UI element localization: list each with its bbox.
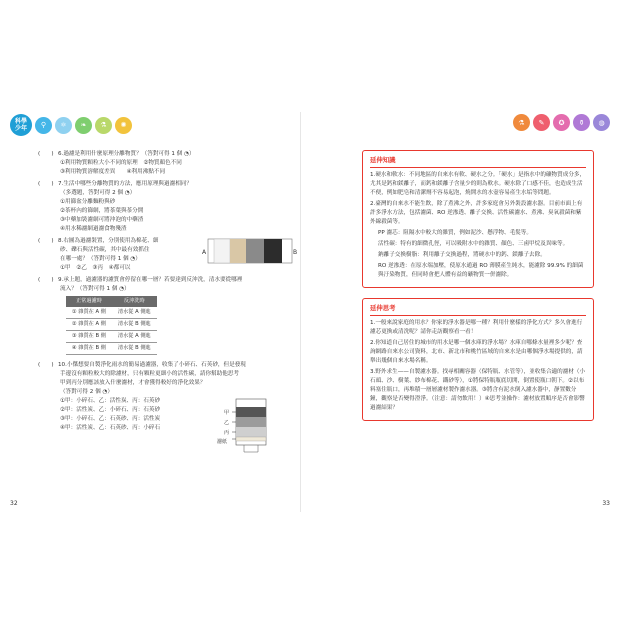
science-logo bbox=[10, 114, 32, 136]
right-content-column bbox=[362, 150, 594, 421]
layer-label: 乙 bbox=[224, 420, 230, 426]
paragraph: 1.硬水和軟水：不同地區的自來水有軟、硬水之分。「硬水」是指水中的礦物質成分多，尤其是鈣和鎂離子，而鈣和鎂離子含量少的則為軟水。硬水除了口感不佳，也造成生活不便，例如肥皂和清潔劑不容易起泡，燒開水的水壺容易產生水垢等問題。 bbox=[370, 172, 586, 196]
option-line: ④用水稀濾網過濾食物殘渣 bbox=[60, 226, 127, 232]
answer-blank[interactable]: ( ) bbox=[38, 277, 54, 283]
table-row bbox=[66, 319, 157, 331]
table-row bbox=[66, 331, 157, 343]
layer-label: 甲 bbox=[224, 410, 230, 416]
flask-icon: ⚗ bbox=[513, 114, 530, 131]
answer-blank[interactable]: ( ) bbox=[38, 238, 54, 244]
question-9 bbox=[38, 276, 300, 355]
option-line: ④甲：活性炭、乙：石英砂、丙：小碎石 bbox=[60, 425, 161, 431]
option-line: ①用篩盆分離麵粉與砂 bbox=[60, 199, 116, 205]
beaker-icon: ⚱ bbox=[573, 114, 590, 131]
diy-filter-bottle-figure bbox=[214, 397, 276, 455]
answer-blank[interactable]: ( ) bbox=[38, 181, 54, 187]
paragraph: 活性碳：特有的細微孔徑，可以吸附水中的雜質、顏色、三鹵甲烷及異味等。 bbox=[378, 241, 569, 247]
answer-table bbox=[66, 296, 157, 355]
paragraph: RO 逆滲透：在原水端加壓，使原水通過 RO 薄膜產生純水，能濾除 99.9% 的細菌與汙染物質，但同時會把人體有益的礦物質一併濾除。 bbox=[378, 263, 584, 278]
answer-blank[interactable]: ( ) bbox=[38, 151, 54, 157]
page-number-right: 33 bbox=[602, 500, 610, 507]
layer-label: 丙 bbox=[224, 430, 230, 436]
question-text: 砂、礫石與活性碳，其中最有效抓住 bbox=[60, 247, 150, 253]
table-header: 正常過濾時 bbox=[66, 296, 112, 307]
question-text: 甲到丙分別應該放入什麼濾材，才會獲得較好的淨化效果？ bbox=[60, 380, 206, 386]
option-line: ①利用物質顆粒大小不同的原理 ②物質顏色不同 bbox=[60, 160, 182, 166]
flask-icon: ⚗ bbox=[95, 117, 112, 134]
extended-thinking-box bbox=[362, 298, 594, 421]
table-cell: ② 雜質在 A 側 bbox=[66, 319, 112, 331]
book-spread bbox=[10, 108, 610, 518]
question-text: 10.小傑想要自製淨化雨水的簡易過濾器，收集了小碎石、石英砂，但是發現 bbox=[58, 362, 246, 368]
leaf-icon: ❧ bbox=[75, 117, 92, 134]
magnet-icon: ⚲ bbox=[35, 117, 52, 134]
table-cell: 清水從 B 側進 bbox=[112, 343, 157, 355]
question-text: 6.過濾是利用什麼原理分離物質？（答對可得 1 個 ◔） bbox=[58, 151, 195, 157]
table-cell: ④ 雜質在 B 側 bbox=[66, 343, 112, 355]
table-row bbox=[66, 307, 157, 319]
question-text: 在哪一處？（答對可得 1 個 ◔） bbox=[60, 256, 141, 262]
title-divider bbox=[370, 167, 586, 168]
layer-label: 濾紙 bbox=[217, 439, 228, 445]
table-cell: 清水從 A 側進 bbox=[112, 331, 157, 343]
left-question-column bbox=[38, 150, 300, 445]
question-8 bbox=[38, 237, 300, 273]
table-cell: 清水從 A 側進 bbox=[112, 307, 157, 319]
planet-icon: ◍ bbox=[593, 114, 610, 131]
left-page bbox=[10, 108, 310, 518]
book-gutter bbox=[300, 112, 301, 512]
table-row bbox=[66, 343, 157, 355]
paragraph: 2.你知道自己居住的城市的用水是哪一個水庫的淨水場？水庫自哪條水量裡多少呢？查詢網路自來水公司資料，北市、新北市和桃竹區域的自來水是由哪個淨水場提供的，請舉出幾個自來水場名稱。 bbox=[370, 340, 583, 364]
answer-blank[interactable]: ( ) bbox=[38, 362, 54, 368]
page-number-left: 32 bbox=[10, 500, 18, 507]
wrench-icon: ✎ bbox=[533, 114, 550, 131]
option-line: ③甲：小碎石、乙：石英砂、丙：活性炭 bbox=[60, 416, 161, 422]
right-header-badges bbox=[513, 114, 610, 131]
filter-side-b: B bbox=[293, 249, 298, 256]
section-title: 延伸思考 bbox=[370, 304, 396, 312]
table-cell: ① 雜質在 A 側 bbox=[66, 307, 112, 319]
left-header-badges bbox=[10, 114, 132, 136]
option-line: ②茶杯內的篩網，將茶葉與茶分開 bbox=[60, 208, 144, 214]
paragraph: 3.野外求生——自製濾水器。找尋相關容器（保特瓶、水管等），並收集合適的濾材（小石頭、沙、樹葉、紗布棉花、鐵砂等），①將保特瓶瓶底切開，倒置使瓶口朝下。②以布料塞住瓶口，再堆積一層層濾材製作濾水器。③將含有泥水倒入濾水器中，靜置數分鐘，觀察是否變得澄淨。（注意：請勿飲用！）④思考並操作：濾材放置順序是否會影響過濾結果？ bbox=[370, 369, 586, 411]
question-text: 流入？（答對可得 1 個 ◔） bbox=[60, 286, 130, 292]
question-text: 手邊沒有顆粒較大的除濾材，只有顆粒更細小的活性碳，請你幫助他思考 bbox=[60, 371, 240, 377]
question-10 bbox=[38, 361, 300, 445]
option-line: ①甲：小碎石、乙：活性炭、丙：石英砂 bbox=[60, 398, 161, 404]
table-cell: ③ 雜質在 B 側 bbox=[66, 331, 112, 343]
option-line: ③中藥加裝濾網可將沖泡的中藥渣 bbox=[60, 217, 144, 223]
question-text: 7.生活中哪些分離物質的方法，應用原理與過濾相同？ bbox=[58, 181, 192, 187]
option-line: ③利用物質溶解度差異 ④利用沸點不同 bbox=[60, 169, 166, 175]
question-7 bbox=[38, 180, 300, 234]
paragraph: PP 濾芯：阻隔水中較大的雜質，例如泥沙、懸浮物、毛髮等。 bbox=[378, 230, 532, 236]
section-title: 延伸知識 bbox=[370, 156, 396, 164]
compass-icon: ✪ bbox=[553, 114, 570, 131]
extended-knowledge-box bbox=[362, 150, 594, 288]
question-note: （答對可得 2 個 ◔） bbox=[60, 389, 113, 395]
filter-layers-figure bbox=[200, 233, 300, 271]
question-text: 8.右圖為過濾裝置，分別使用為棉花、細 bbox=[58, 238, 159, 244]
paragraph: 2.臺灣的自來水不能生飲，除了煮沸之外，許多家庭會另外裝設濾水器。目前市面上有許多淨水方法，包括濾菌、RO 逆滲透、離子交換、活性碳濾水、煮沸、臭氧殺菌和紫外線殺菌等。 bbox=[370, 201, 583, 225]
filter-side-a: A bbox=[202, 249, 207, 256]
option-line: ①甲 ②乙 ③丙 ④都可以 bbox=[60, 265, 131, 271]
option-line: ②甲：活性炭、乙：小碎石、丙：石英砂 bbox=[60, 407, 161, 413]
question-6 bbox=[38, 150, 300, 177]
question-note: （多選題，答對可得 2 個 ◔） bbox=[60, 190, 136, 196]
paragraph: 1.一般來說家庭的用水？你家的淨水器是哪一種？利用什麼樣的淨化方式？多久會進行濾芯更換或清洗呢？請你走訪觀察看一看！ bbox=[370, 320, 583, 335]
question-text: 9.承上題，過濾器的濾質會停留在哪一層？若要達到反沖洗，清水要從哪裡 bbox=[58, 277, 243, 283]
bulb-icon: ✺ bbox=[115, 117, 132, 134]
atom-icon: ⚛ bbox=[55, 117, 72, 134]
table-cell: 清水從 B 側進 bbox=[112, 319, 157, 331]
logo-text: 科學 少年 bbox=[14, 118, 27, 132]
table-header: 反沖洗時 bbox=[112, 296, 157, 307]
paragraph: 鈉離子交換樹脂：利用離子交換過程，將硬水中的鈣、鎂離子去除。 bbox=[378, 252, 546, 258]
right-page bbox=[312, 108, 610, 518]
title-divider bbox=[370, 315, 586, 316]
